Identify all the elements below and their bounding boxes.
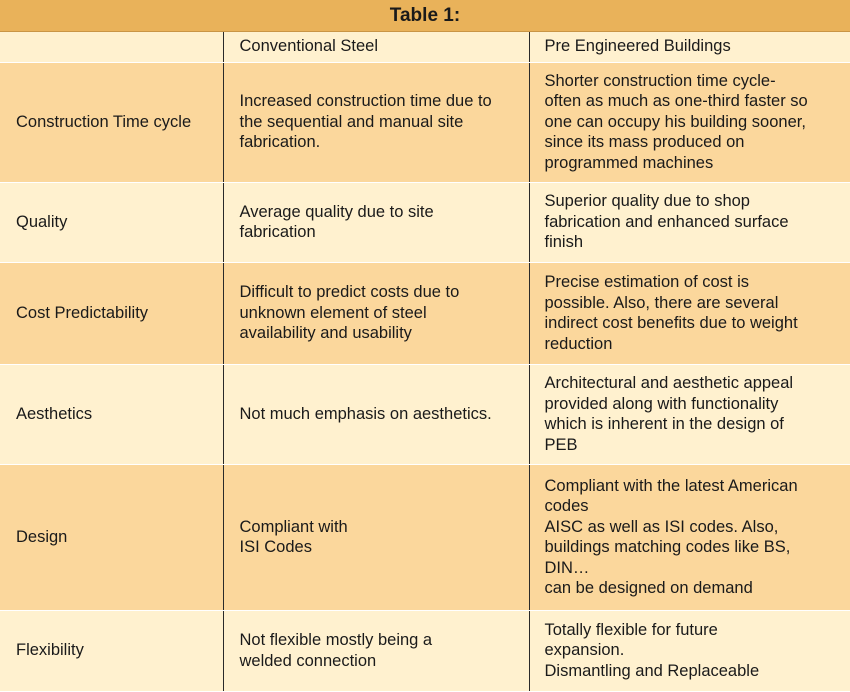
text-line: Compliant with [239,517,348,536]
text-line: programmed machines [544,153,714,172]
text-line: unknown element of steel [239,303,427,322]
header-row [0,32,850,62]
text-line: Precise estimation of cost is [544,273,749,291]
table-row [0,62,850,182]
peb-cell [529,62,850,182]
text-line: one can occupy his building sooner, [544,112,806,131]
text-line: can be designed on demand [544,579,753,597]
text-line: codes [544,497,589,515]
table-row [0,364,850,464]
text-line: since its mass produced on [544,133,745,152]
row-label: Cost Predictability [0,262,223,364]
text-line: Increased construction time due to [239,92,492,111]
text-line: Superior quality due to shop [544,192,750,211]
peb-cell [529,182,850,262]
text-line: availability and usability [239,324,412,343]
text-line: reduction [544,334,613,353]
table-row [0,262,850,364]
text-line: PEB [544,435,578,454]
row-label: Aesthetics [0,364,223,464]
conventional-cell [223,364,529,464]
conventional-cell [223,262,529,364]
conventional-cell [223,182,529,262]
header-cell-empty [0,32,223,62]
header-pre-engineered-buildings: Pre Engineered Buildings [529,32,850,62]
text-line: provided along with functionality [544,394,779,413]
conventional-cell [223,464,529,610]
table-row [0,610,850,691]
text-line: Shorter construction time cycle- [544,71,776,90]
text-line: Compliant with the latest American [544,476,798,495]
text-line: often as much as one-third faster so [544,92,808,111]
text-line: Not flexible mostly being a [239,631,433,649]
text-line: Average quality due to site [239,202,434,221]
text-line: the sequential and manual site [239,112,464,131]
row-label: Design [0,464,223,610]
text-line: buildings matching codes like BS, [544,538,791,556]
text-line: expansion. [544,641,625,660]
text-line: fabrication. [239,133,321,152]
text-line: welded connection [239,651,377,670]
conventional-cell [223,610,529,691]
peb-cell [529,262,850,364]
text-line: ISI Codes [239,538,312,556]
table-row [0,464,850,610]
text-line: Dismantling and Replaceable [544,661,760,680]
table-row [0,182,850,262]
text-line: Architectural and aesthetic appeal [544,374,794,392]
table-title: Table 1: [0,0,850,32]
peb-cell [529,464,850,610]
text-line: Difficult to predict costs due to [239,283,460,302]
text-line: AISC as well as ISI codes. Also, [544,517,779,536]
conventional-cell [223,62,529,182]
text-line: fabrication and enhanced surface [544,212,789,231]
text-line: indirect cost benefits due to weight [544,314,798,332]
peb-cell [529,364,850,464]
text-line: finish [544,233,584,252]
header-conventional-steel: Conventional Steel [223,32,529,62]
comparison-table [0,32,850,692]
text-line: Totally flexible for future [544,620,718,639]
text-line: fabrication [239,223,316,241]
row-label: Flexibility [0,610,223,691]
peb-cell [529,610,850,691]
text-line: Not much emphasis on aesthetics. [239,404,492,423]
text-line: possible. Also, there are several [544,293,779,312]
text-line: which is inherent in the design of [544,415,784,433]
row-label: Quality [0,182,223,262]
row-label: Construction Time cycle [0,62,223,182]
text-line: DIN… [544,558,590,577]
